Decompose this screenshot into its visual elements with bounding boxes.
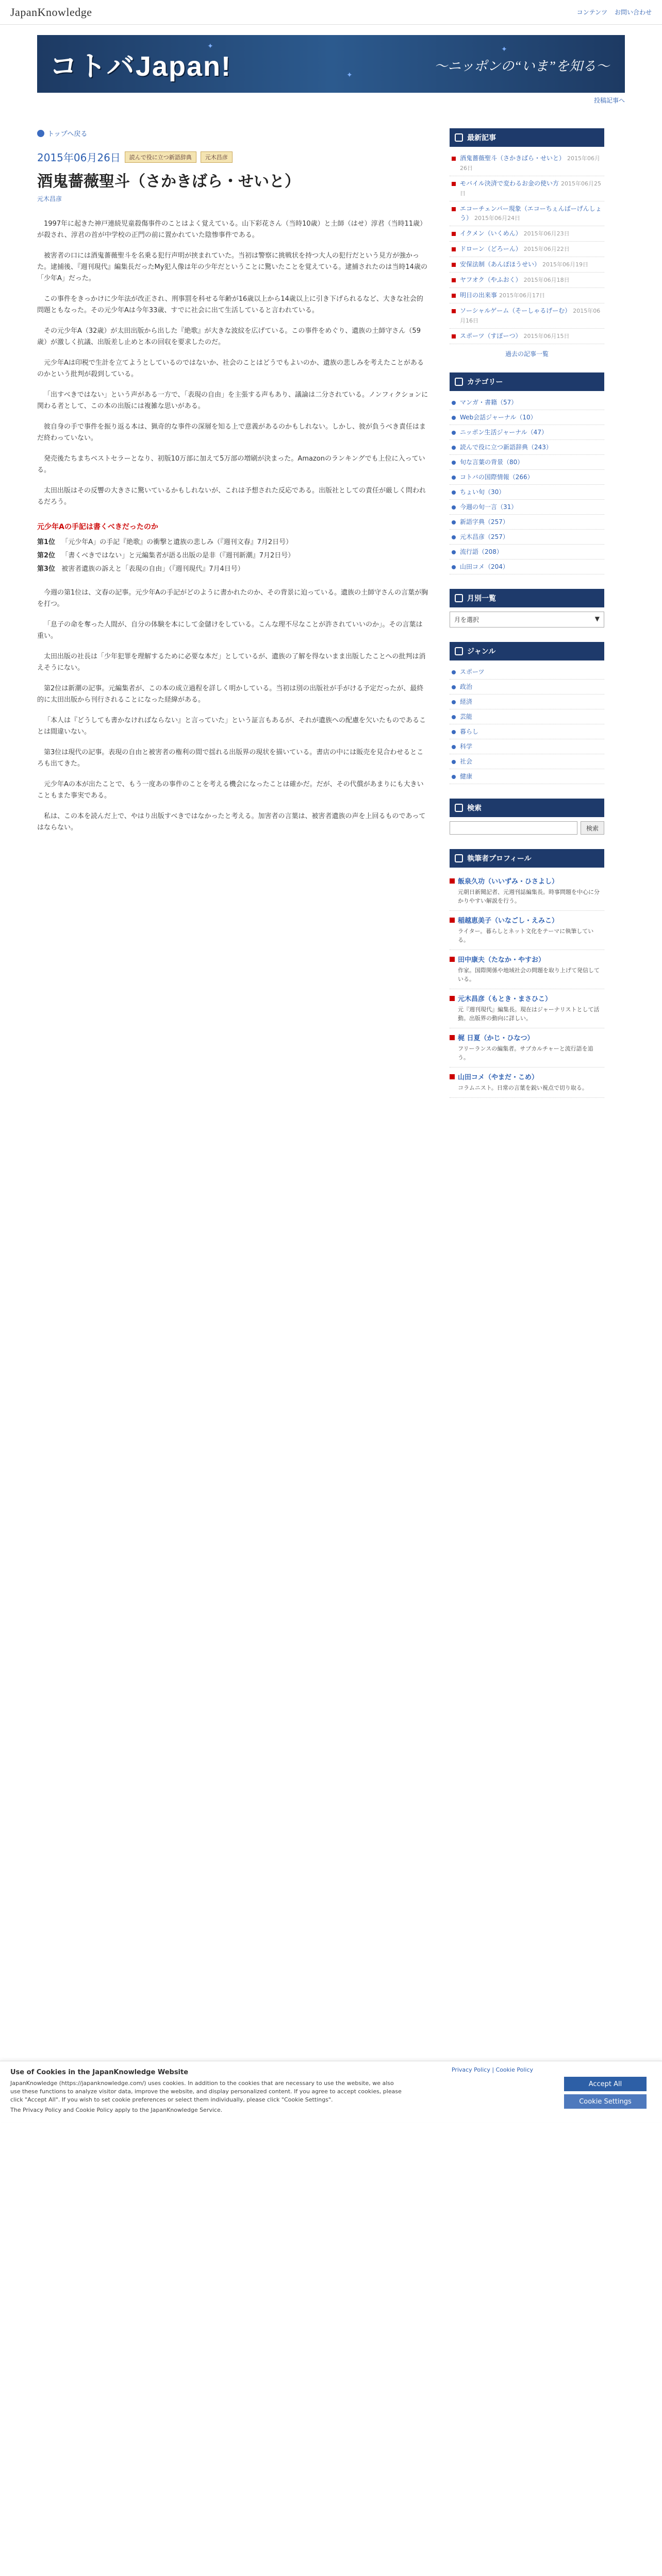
profile-name[interactable]: 山田コメ（やまだ・こめ） (450, 1072, 604, 1081)
latest-post-title: 安保法制（あんぽほうせい） (460, 261, 541, 268)
rank-label: 第2位 (37, 552, 56, 560)
search-header (450, 799, 604, 817)
latest-post-title: ソーシャルゲーム（そーしゃるげーむ） (460, 307, 571, 314)
latest-post-item[interactable] (450, 226, 604, 242)
rank-text: 「書くべきではない」と元編集者が語る出版の是非（『週刊新潮』7月2日号） (61, 552, 295, 560)
profile-text: 作家。国際関係や地域社会の問題を取り上げて発信している。 (458, 967, 600, 982)
category-header (450, 372, 604, 391)
profile-name[interactable]: 田中康夫（たなか・やすお） (450, 954, 604, 964)
latest-post-title: エコーチェンバー現象（エコーちぇんばーげんしょう） (460, 205, 602, 222)
hero-banner[interactable] (37, 35, 625, 93)
latest-post-title: モバイル決済で変わるお金の使い方 (460, 180, 559, 187)
category-item[interactable]: 読んで役に立つ新語辞典（243） (450, 440, 604, 455)
latest-post-date: 2015年06月23日 (523, 230, 570, 237)
subnav-link[interactable]: 投稿記事へ (593, 97, 625, 104)
profile-item (450, 1028, 604, 1067)
category-item[interactable]: ニッポン生活ジャーナル（47） (450, 425, 604, 440)
latest-post-title: ヤフオク（やふおく） (460, 276, 522, 283)
genre-item[interactable]: 健康 (450, 769, 604, 784)
monthly-header (450, 589, 604, 607)
paragraph: 「息子の命を奪った人間が、自分の体験を本にして金儲けをしている。こんな理不尽なことが許されていいのか」。その言葉は重い。 (37, 621, 423, 640)
latest-post-date: 2015年06月16日 (460, 308, 601, 324)
genre-header (450, 642, 604, 660)
paragraph: 太田出版の社長は「少年犯罪を理解するために必要な本だ」としているが、遺族の了解を得ないまま出版したことへの批判は消えそうにない。 (37, 653, 426, 672)
profile-name[interactable]: 稲越恵美子（いなごし・えみこ） (450, 915, 604, 925)
section-heading: 元少年Aの手記は書くべきだったのか (37, 523, 158, 531)
paragraph: 私は、この本を読んだ上で、やはり出版すべきではなかったと考える。加害者の言葉は、被害者遺族の声を上回るものであってはならない。 (37, 812, 426, 832)
document-icon (455, 133, 463, 142)
top-bar (0, 0, 662, 25)
latest-post-date: 2015年06月15日 (523, 333, 570, 340)
cookie-policy-links[interactable]: Privacy Policy | Cookie Policy (451, 2066, 533, 2073)
list-item (37, 564, 429, 575)
profile-item (450, 1067, 604, 1098)
profile-item (450, 911, 604, 950)
paragraph: 元少年Aは印税で生計を立てようとしているのではないか、社会のことはどうでもよいのか、遺族の悲しみを考えたことがあるのかという批判が殺到している。 (37, 359, 424, 378)
hero-title: コトバJapan! (49, 51, 231, 82)
category-item[interactable]: 流行語（208） (450, 545, 604, 560)
paragraph: 第3位は現代の記事。表現の自由と被害者の権利の間で揺れる出版界の現状を描いている。書店の中には販売を見合わせるところも出てきた。 (37, 749, 424, 768)
search-icon (455, 804, 463, 812)
rank-text: 被害者遺族の訴えと「表現の自由」（『週刊現代』7月4日号） (61, 565, 244, 573)
latest-post-item[interactable] (450, 201, 604, 226)
latest-post-date: 2015年06月17日 (499, 292, 545, 299)
monthly-title: 月別一覧 (467, 595, 496, 603)
list-item (37, 537, 429, 548)
category-box (450, 372, 604, 574)
profile-item (450, 872, 604, 911)
search-button[interactable]: 検索 (581, 821, 604, 835)
post-body-2 (37, 587, 429, 834)
latest-post-item[interactable] (450, 329, 604, 344)
latest-post-item[interactable] (450, 273, 604, 288)
profile-header (450, 849, 604, 868)
paragraph: 1997年に起きた神戸連続児童殺傷事件のことはよく覚えている。山下彩花さん（当時10歳）と土師（はせ）淳君（当時11歳）が殺され、淳君の首が中学校の正門の前に置かれていた陰惨事件である。 (37, 220, 427, 239)
monthly-box (450, 589, 604, 628)
cookie-settings-button[interactable]: Cookie Settings (564, 2094, 647, 2109)
genre-box (450, 642, 604, 784)
latest-post-date: 2015年06月25日 (460, 180, 602, 197)
paragraph: 「本人は『どうしても書かなければならない』と言っていた」という証言もあるが、それが遺族への配慮を欠いたものであることは間違いない。 (37, 717, 426, 736)
category-item[interactable]: マンガ・書籍（57） (450, 395, 604, 410)
post-author[interactable]: 元木昌彦 (37, 195, 62, 202)
star-icon: ✦ (501, 45, 507, 54)
latest-post-date: 2015年06月22日 (523, 246, 570, 252)
profile-text: フリーランスの編集者。サブカルチャーと流行語を追う。 (458, 1045, 593, 1061)
genre-item[interactable]: 経済 (450, 694, 604, 709)
rank-text: 「元少年A」の手記『絶歌』の衝撃と遺族の悲しみ（『週刊文春』7月2日号） (61, 538, 293, 546)
search-box (450, 799, 604, 835)
latest-post-date: 2015年06月19日 (542, 261, 589, 268)
tag-icon (455, 647, 463, 655)
category-item[interactable]: Web会話ジャーナル（10） (450, 410, 604, 425)
rank-label: 第3位 (37, 565, 56, 573)
profile-box (450, 849, 604, 1098)
profile-text: コラムニスト。日常の言葉を鋭い視点で切り取る。 (458, 1084, 588, 1091)
category-item[interactable]: 旬な言葉の背景（80） (450, 455, 604, 470)
paragraph: 元少年Aの本が出たことで、もう一度あの事件のことを考える機会になったことは確かだ。だが、その代償があまりにも大きいこともまた事実である。 (37, 781, 424, 800)
ranking-list (37, 537, 429, 575)
hero-wrap (0, 25, 662, 113)
rank-label: 第1位 (37, 538, 56, 546)
post-date: 2015年06月26日 (37, 151, 121, 164)
genre-item[interactable]: 暮らし (450, 724, 604, 739)
category-tag[interactable]: 読んで役に立つ新語辞典 (125, 151, 196, 163)
site-logo[interactable]: JapanKnowledge (10, 5, 92, 19)
latest-post-title: ドローン（どろーん） (460, 245, 522, 252)
genre-item[interactable]: 科学 (450, 739, 604, 754)
paragraph: 太田出版はその反響の大きさに驚いているかもしれないが、これは予想された反応である。出版社としての責任が厳しく問われるだろう。 (37, 487, 426, 506)
paragraph: 被害者の口には酒鬼薔薇聖斗を名乗る犯行声明が挟まれていた。当初は警察に挑戦状を持つ大人の犯行だという見方が強かった。逮捕後、『週刊現代』編集長だったMy犯人像は年の少年だということに驚いたことを覚えている。逮捕されたのは当時14歳の「少年A」だった。 (37, 252, 427, 282)
calendar-icon (455, 594, 463, 602)
folder-icon (455, 378, 463, 386)
profile-title: 執筆者プロフィール (467, 855, 532, 863)
category-item[interactable]: 山田コメ（204） (450, 560, 604, 574)
post-body (37, 218, 429, 508)
person-icon (455, 854, 463, 862)
profile-item (450, 989, 604, 1028)
contact-link[interactable]: お問い合わせ (614, 9, 652, 16)
month-select[interactable] (450, 612, 604, 628)
paragraph: この事件をきっかけに少年法が改正され、刑事罰を科せる年齢が16歳以上から14歳以上に引き下げられるなど、大きな社会的問題ともなった。その元少年Aは今年33歳、すでに社会に出て生活していると言われている。 (37, 295, 423, 314)
latest-post-item[interactable] (450, 151, 604, 176)
latest-post-title: イクメン（いくめん） (460, 230, 522, 237)
genre-item[interactable]: 芸能 (450, 709, 604, 724)
paragraph: 彼自身の手で事件を振り返る本は、猟奇的な事件の深層を知る上で意義があるのかもしれない。しかし、彼が負うべき責任はまだ終わっていない。 (37, 423, 426, 442)
paragraph: 今週の第1位は、文春の記事。元少年Aの手記がどのように書かれたのか、その背景に迫っている。遺族の土師守さんの言葉が胸を打つ。 (37, 589, 428, 608)
latest-post-title: 明日の出来事 (460, 292, 498, 299)
cookie-text-2: The Privacy Policy and Cookie Policy apply to the JapanKnowledge Service. (10, 2107, 223, 2113)
latest-post-title: 酒鬼薔薇聖斗（さかきばら・せいと） (460, 155, 566, 162)
star-icon: ✦ (346, 71, 353, 79)
profile-name[interactable]: 元木昌彦（もとき・まさひこ） (450, 993, 604, 1003)
search-input[interactable] (450, 821, 577, 835)
accept-all-button[interactable]: Accept All (564, 2077, 647, 2091)
cookie-banner (0, 2061, 662, 2122)
genre-item[interactable]: 社会 (450, 754, 604, 769)
category-title: カテゴリー (467, 378, 503, 386)
profile-text: 元『週刊現代』編集長。現在はジャーナリストとして活動。出版界の動向に詳しい。 (458, 1006, 600, 1022)
archive-link[interactable]: 過去の記事一覧 (505, 350, 549, 358)
latest-posts-box (450, 128, 604, 358)
cookie-text: JapanKnowledge (https://japanknowledge.com/) uses cookies. In addition to the cookies that are necessary to use the website, we also use these functions to analyze visitor data, improve the website, and display personalized content. If you agree to accept cookies, please click "Accept All". If you wish to set cookie preferences or select them individually, please click "Cookie Settings". (10, 2080, 402, 2103)
category-item[interactable]: 元木昌彦（257） (450, 530, 604, 545)
latest-posts-header (450, 128, 604, 147)
list-item (37, 550, 429, 562)
star-icon: ✦ (207, 42, 213, 50)
category-item[interactable]: コトバの国際情報（266） (450, 470, 604, 485)
latest-post-item[interactable] (450, 303, 604, 329)
post-meta (37, 149, 429, 164)
genre-item[interactable]: スポーツ (450, 665, 604, 680)
latest-post-date: 2015年06月26日 (460, 155, 601, 172)
sidebar (450, 128, 604, 1112)
contents-link[interactable]: コンテンツ (576, 9, 607, 16)
profile-text: ライター。暮らしとネット文化をテーマに執筆している。 (458, 928, 594, 943)
latest-post-item[interactable] (450, 288, 604, 303)
latest-post-item[interactable] (450, 257, 604, 273)
back-link[interactable] (37, 128, 429, 138)
search-title: 検索 (467, 804, 482, 812)
chevron-down-icon: ▼ (594, 615, 600, 622)
search-form (450, 821, 604, 835)
post-title: 酒鬼薔薇聖斗（さかきばら・せいと） (37, 173, 300, 190)
arrow-icon (37, 130, 44, 137)
top-links (577, 8, 652, 16)
profile-item (450, 950, 604, 989)
profile-name[interactable]: 梶 日夏（かじ・ひなつ） (450, 1032, 604, 1042)
genre-item[interactable]: 政治 (450, 680, 604, 694)
category-item[interactable]: 新語字典（257） (450, 515, 604, 530)
latest-post-date: 2015年06月18日 (523, 277, 570, 283)
back-link-label: トップへ戻る (47, 130, 88, 138)
latest-post-item[interactable] (450, 242, 604, 257)
latest-post-date: 2015年06月24日 (474, 215, 521, 222)
category-item[interactable]: 今週の旬一言（31） (450, 500, 604, 515)
hero-subtitle: 〜ニッポンの“いま”を知る〜 (434, 59, 609, 74)
profile-text: 元朝日新聞記者、元週刊誌編集長。時事問題を中心に分かりやすい解説を行う。 (458, 889, 600, 904)
latest-post-title: スポーツ（すぽーつ） (460, 332, 522, 340)
cookie-title: Use of Cookies in the JapanKnowledge Website (10, 2069, 189, 2076)
latest-posts-title: 最新記事 (467, 134, 496, 142)
profile-name[interactable]: 飯泉久功（いいずみ・ひさよし） (450, 876, 604, 886)
subnav (37, 93, 625, 108)
main-content (37, 128, 429, 1112)
paragraph: 「出すべきではない」という声がある一方で、「表現の自由」を主張する声もあり、議論は二分されている。ノンフィクションに関わる者として、この本の出版には複雑な思いがある。 (37, 391, 428, 410)
author-tag[interactable]: 元木昌彦 (201, 151, 233, 163)
paragraph: 第2位は新潮の記事。元編集者が、この本の成立過程を詳しく明かしている。当初は別の出版社が手がける予定だったが、最終的に太田出版から刊行されることになった経緯がある。 (37, 685, 424, 704)
month-select-value: 月を選択 (454, 616, 479, 623)
category-item[interactable]: ちょい旬（30） (450, 485, 604, 500)
latest-post-item[interactable] (450, 176, 604, 201)
page-layout (37, 128, 625, 1112)
paragraph: 発売後たちまちベストセラーとなり、初版10万部に加えて5万部の増刷が決まった。Amazonのランキングでも上位に入っている。 (37, 455, 425, 474)
genre-title: ジャンル (467, 648, 496, 656)
paragraph: その元少年A（32歳）が太田出版から出した『絶歌』が大きな波紋を広げている。この事件をめぐり、遺族の土師守さん（59歳）が激しく抗議、出版差し止めと本の回収を要求したのだ。 (37, 327, 421, 346)
